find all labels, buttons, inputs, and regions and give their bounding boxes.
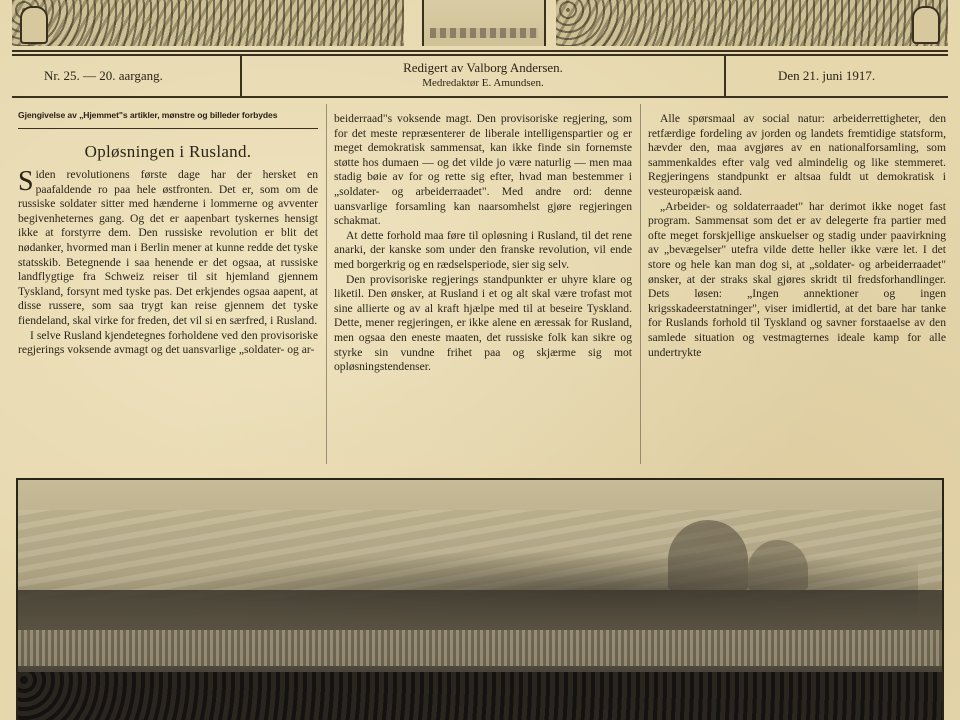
ornament-medallion-right bbox=[912, 6, 940, 44]
editor-cell bbox=[242, 56, 726, 96]
seascape-vignette bbox=[422, 0, 546, 46]
floral-ornament-right bbox=[556, 0, 948, 46]
paragraph: Siden revolutionens første dage har der hersket en paafaldende ro paa hele østfronten. Det er, som om de russiske soldater sitter med hænderne i lommerne og avventer begivenheternes gang. Og det er aapenbart tyskernes hensigt ikke at forstyrre dem. Den russiske revolution er blit det nødanker, hvormed man i Berlin mener at kunne redde det tyske statsskib. Betegnende i saa henende er det ogsaa, at russiske landflygtige fra Schweiz reiser til sit hjemland gjennem Tyskland, forsynt med tyske pas. Det erkjendes ogsaa aapent, at disse russere, som saa trygt kan reise gjennem det tyske fiendeland, skal virke for freden, det vil si en særfred, i Rusland. bbox=[18, 166, 318, 327]
article-column-1 bbox=[18, 168, 318, 358]
paragraph: Den provisoriske regjerings standpunkter er uhyre klare og liketil. Den ønsker, at Rusland i et og alt skal være trofast mot sine allierte og av al kraft hjælpe med til at beseire Tyskland. Dette, mener regjeringen, er ikke alene en æressak for Rusland, men ogsaa den eneste maaten, det russiske folk kan sikre og styrke sin vundne frihet paa og skjærme sig mot opløsningstendenser. bbox=[334, 272, 632, 374]
photo-skyline bbox=[18, 590, 942, 630]
photo-crowd bbox=[18, 672, 942, 720]
article-column-2 bbox=[334, 112, 632, 375]
paragraph: At dette forhold maa føre til opløsning i Rusland, til det rene anarki, der kanske som under den franske revolution, vil ende med borgerkrig og en rædselsperiode, sier sig selv. bbox=[334, 228, 632, 271]
ornament-medallion-left bbox=[20, 6, 48, 44]
masthead-illustration bbox=[12, 0, 948, 52]
date-cell bbox=[726, 56, 948, 96]
paragraph: I selve Rusland kjendetegnes forholdene ved den provisoriske regjerings voksende avmagt og det uansvarlige „soldater- og ar- bbox=[18, 328, 318, 357]
editor-line: Redigert av Valborg Andersen. bbox=[403, 60, 563, 75]
article-headline: Opløsningen i Rusland. bbox=[84, 142, 252, 161]
article-column-3 bbox=[648, 112, 946, 360]
column-divider-1 bbox=[326, 104, 327, 464]
notice-divider bbox=[18, 128, 318, 129]
news-photograph bbox=[16, 478, 944, 720]
paragraph: „Arbeider- og soldaterraadet" har derimot ikke noget fast program. Sammensat som det er av delegerte fra partier med ofte meget forskjellige anskuelser og stadig under paavirkning av „bevægelser" utefra vilde dette heller ikke være let. I det store og hele kan man dog si, at „soldater- og arbeiderraadet" ønsker, at der straks skal gjøres skridt til fredsforhandlinger. Dets løsen: „Ingen annektioner og ingen krigsskadeerstatninger", viser imidlertid, at det bare har tanke for Ruslands forhold til Tyskland og savner forstaaelse av den samlede situation og vestmagternes ideale kamp for alle undertrykte bbox=[648, 199, 946, 359]
paragraph: beiderraad"s voksende magt. Den provisoriske regjering, som for det meste repræsenterer de liberale intelligenspartier og er meget demokratisk sammensat, kan ikke finde sin fornemste støtte hos dumaen — og det vilde jo være naturlig — men maa stadig bøie av for og rette sig efter, hvad man bestemmer i „soldater- og arbeiderraadet". Med andre ord: denne uansvarlige forsamling kan naarsomhelst gjøre regjeringen schakmat. bbox=[334, 112, 632, 228]
coeditor-line: Medredaktør E. Amundsen. bbox=[422, 77, 544, 89]
column-divider-2 bbox=[640, 104, 641, 464]
floral-ornament-left bbox=[12, 0, 404, 46]
photo-field bbox=[18, 630, 942, 666]
issue-date: Den 21. juni 1917. bbox=[778, 68, 876, 83]
paragraph: Alle spørsmaal av social natur: arbeiderrettigheter, den retfærdige fordeling av jorden og landets fremtidige statsform, hævder den, maa avgjøres av en nationalforsamling, som sammenkaldes efter valg ved almindelig og like stemmeret. Regjeringens standpunkt er altsaa fuldt ut demokratisk i vesteuropæisk aand. bbox=[648, 112, 946, 198]
issue-info-bar bbox=[12, 54, 948, 98]
issue-number: Nr. 25. — 20. aargang. bbox=[44, 68, 163, 83]
copyright-notice: Gjengivelse av „Hjemmet"s artikler, mønstre og billeder forbydes bbox=[18, 110, 278, 120]
sea-waves bbox=[430, 28, 538, 38]
issue-number-cell bbox=[12, 56, 242, 96]
